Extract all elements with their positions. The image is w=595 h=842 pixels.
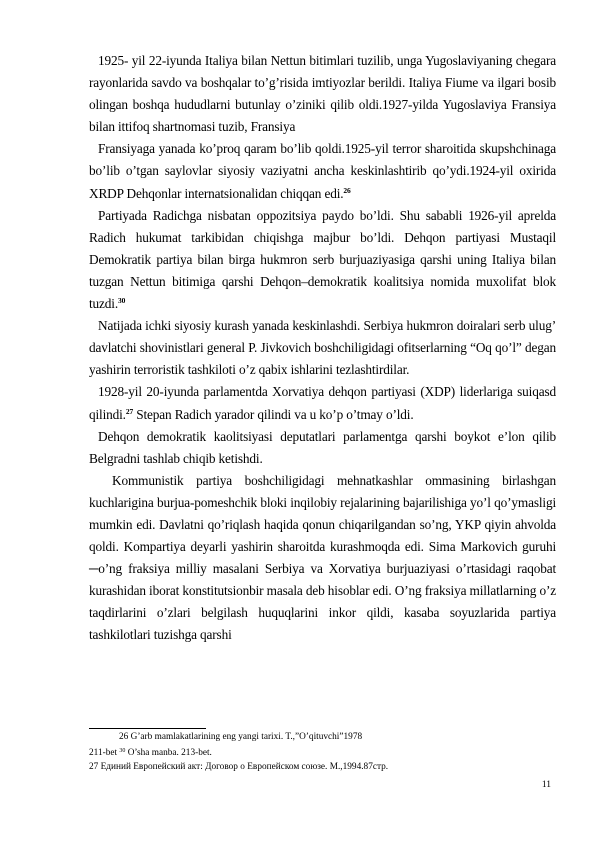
footnote-ref-27[interactable]: 27 — [125, 406, 134, 416]
paragraph-4 — [89, 315, 556, 381]
paragraph-1 — [89, 50, 556, 138]
paragraph-3-text: Partiyada Radichga nisbatan oppozitsiya paydo bo’ldi. Shu sababli 1926-yil aprelda Radich hukumat tarkibidan chiqishga majbur bo’ldi. Dehqon partiyasi Mustaqil Demokratik partiya bilan birga hukmron serb burjuaziyasiga qarshi uning Italiya bilan tuzgan Nettun bitimiga qarshi Dehqon–demokratik koalitsiya nomida muxolifat blok tuzdi. — [89, 207, 556, 312]
footnote-separator — [89, 728, 206, 729]
body-text — [89, 50, 556, 647]
paragraph-6 — [89, 426, 556, 470]
footnote-30-text: O’sha manba. 213-bet. — [125, 748, 212, 758]
footnote-ref-30[interactable]: 30 — [118, 296, 126, 306]
paragraph-2 — [89, 138, 556, 204]
footnote-30 — [89, 744, 559, 760]
footnote-ref-26[interactable]: 26 — [343, 185, 351, 195]
footnote-26: 26 G’arb mamlakatlarining eng yangi tarixi. T.,”O’qituvchi”1978 — [119, 732, 363, 742]
paragraph-1-text: 1925- yil 22-iyunda Italiya bilan Nettun bitimlari tuzilib, unga Yugoslaviyaning chegara rayonlarida savdo va boshqalar to’g’risida imtiyozlar berildi. Italiya Fiume va ilgari bosib olingan boshqa hududlarni butunlay o’ziniki qilib oldi.1927-yilda Yugoslaviya Fransiya bilan ittifoq shartnomasi tuzib, Fransiya — [89, 53, 556, 135]
paragraph-5-text-after: Stepan Radich yarador qilindi va u ko’p o’tmay o’ldi. — [133, 406, 414, 422]
paragraph-7 — [89, 470, 556, 647]
paragraph-6-text: Dehqon demokratik kaolitsiyasi deputatlari parlamentga qarshi boykot e’lon qilib Belgradni tashlab chiqib ketishdi. — [89, 428, 556, 466]
footnote-30-page: 211-bet — [89, 748, 120, 758]
paragraph-2-text: Fransiyaga yanada ko’proq qaram bo’lib qoldi.1925-yil terror sharoitida skupshchinaga bo’lib o’tgan saylovlar siyosiy vaziyatni ancha keskinlashtirib qo’ydi.1924-yil oxirida XRDP Dehqonlar internatsionalidan chiqqan edi. — [89, 141, 556, 201]
footnote-30-marker: 30 — [119, 748, 126, 754]
page-number: 11 — [541, 780, 551, 790]
footnotes — [89, 730, 559, 774]
paragraph-5-text: 1928-yil 20-iyunda parlamentda Xorvatiya dehqon partiyasi (XDP) liderlariga suiqasd qilindi. — [89, 384, 556, 422]
paragraph-3 — [89, 205, 556, 315]
paragraph-7-text: Kommunistik partiya boshchiligidagi mehnatkashlar ommasining birlashgan kuchlarigina burjua-pomeshchik bloki inqilobiy rejalarining bajarilishiga yo’l qo’ymasligi mumkin edi. Davlatni qo’riqlash haqida qonun chiqarilgandan so’ng, YKP qiyin ahvolda qoldi. Kompartiya deyarli yashirin sharoitda kurashmoqda edi. Sima Markovich guruhi ─o’ng fraksiya milliy masalani Serbiya va Xorvatiya burjuaziyasi o’rtasidagi raqobat kurashidan iborat konstitutsionbir masala deb hisoblar edi. O’ng fraksiya millatlarning o’z taqdirlarini o’zlari belgilash huquqlarini inkor qildi, kasaba soyuzlarida partiya tashkilotlari tuzishga qarshi — [89, 472, 556, 643]
paragraph-4-text: Natijada ichki siyosiy kurash yanada keskinlashdi. Serbiya hukmron doiralari serb ulug’ davlatchi shovinistlari general P. Jivkovich boshchiligidagi ofitserlarning “Oq qo’l” degan yashirin terroristik tashkiloti o’z qabix ishlarini tezlashtirdilar. — [89, 318, 556, 378]
footnote-27: 27 Единий Европейский акт: Договор о Европейском союзе. М.,1994.87стр. — [89, 762, 389, 772]
paragraph-5 — [89, 381, 556, 425]
